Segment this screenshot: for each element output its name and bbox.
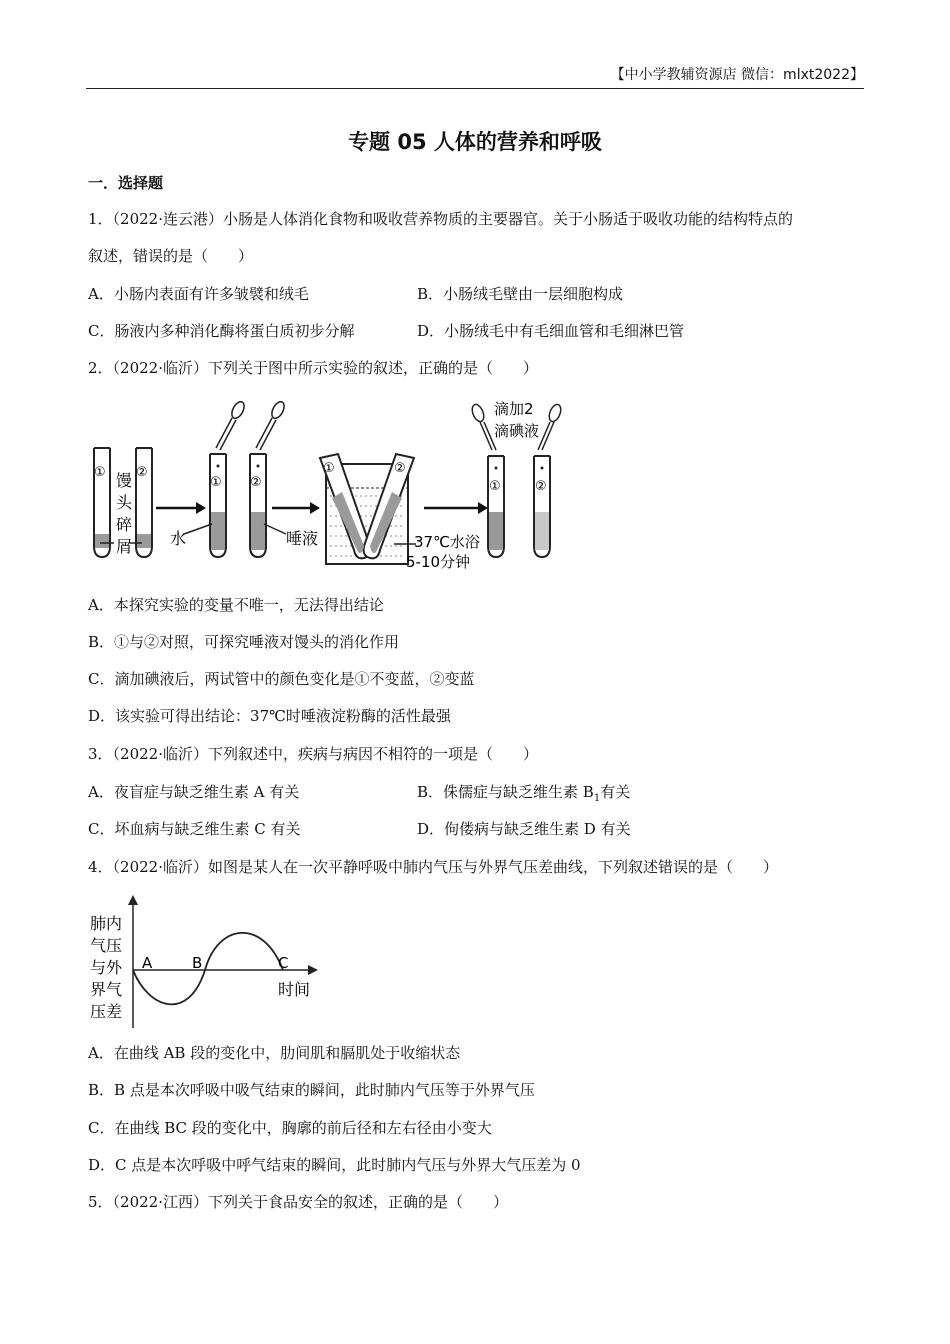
q4-option-b: B．B 点是本次呼吸中吸气结束的瞬间，此时肺内气压等于外界气压	[88, 1081, 535, 1099]
tube-2-label-stage1: ②	[136, 465, 148, 480]
point-c-label: C	[278, 954, 289, 972]
q2-stem: 2．（2022·临沂）下列关于图中所示实验的叙述，正确的是（ ）	[88, 359, 538, 377]
q3-option-a: A．夜盲症与缺乏维生素 A 有关	[88, 783, 300, 801]
tube-1-label-stage2: ①	[210, 475, 222, 490]
tube-2-label-stage2: ②	[250, 475, 262, 490]
y-label-line5: 压差	[90, 1002, 123, 1021]
tube-1-label-bath: ①	[323, 461, 335, 476]
q4-option-c: C．在曲线 BC 段的变化中，胸廓的前后径和左右径由小变大	[88, 1119, 492, 1137]
y-label-line1: 肺内	[90, 914, 123, 933]
iodine-label-line1: 滴加2	[494, 400, 534, 418]
water-label: 水	[170, 529, 187, 548]
q4-pressure-curve-figure	[88, 893, 328, 1033]
point-a-label: A	[142, 954, 153, 972]
q2-option-c: C．滴加碘液后，两试管中的颜色变化是①不变蓝，②变蓝	[88, 670, 475, 688]
q2-option-d: D．该实验可得出结论：37℃时唾液淀粉酶的活性最强	[88, 707, 451, 725]
y-label-line4: 界气	[90, 980, 123, 999]
dropper-icon	[216, 400, 287, 450]
crumbs-tube2	[137, 534, 151, 548]
header-divider	[86, 88, 864, 89]
mantou-char-4: 屑	[116, 537, 133, 556]
bath-label-time: 5-10分钟	[406, 553, 471, 571]
q1-option-d: D．小肠绒毛中有毛细血管和毛细淋巴管	[417, 322, 685, 340]
iodine-label-line2: 滴碘液	[494, 422, 540, 440]
tube-2-label-stage4: ②	[535, 479, 547, 494]
y-label-line3: 与外	[90, 958, 123, 977]
pressure-curve	[133, 933, 283, 1005]
mantou-char-1: 馒	[116, 471, 133, 490]
bath-label-temp: 37℃水浴	[414, 533, 480, 551]
q4-option-d: D．C 点是本次呼吸中呼气结束的瞬间，此时肺内气压与外界大气压差为 0	[88, 1156, 581, 1174]
tube-1-label-stage4: ①	[489, 479, 501, 494]
page-title: 专题 05 人体的营养和呼吸	[348, 130, 602, 154]
section-heading: 一．选择题	[88, 174, 164, 192]
x-axis-label: 时间	[278, 980, 311, 999]
mantou-char-2: 头	[116, 493, 133, 512]
q1-stem-line1: 1．（2022·连云港）小肠是人体消化食物和吸收营养物质的主要器官。关于小肠适于吸收功能的结构特点的	[88, 210, 793, 228]
q4-stem: 4．（2022·临沂）如图是某人在一次平静呼吸中肺内气压与外界气压差曲线，下列叙述错误的是（ ）	[88, 858, 778, 876]
q2-option-b: B．①与②对照，可探究唾液对馒头的消化作用	[88, 633, 400, 651]
q1-stem-line2: 叙述，错误的是（ ）	[88, 247, 254, 265]
tube-2-label-bath: ②	[394, 461, 406, 476]
q1-option-a: A．小肠内表面有许多皱襞和绒毛	[88, 285, 309, 303]
q3-option-b: B．侏儒症与缺乏维生素 $B_1$有关	[417, 783, 631, 804]
page-header: 【中小学教辅资源店 微信：mlxt2022】	[610, 67, 864, 83]
crumbs-tube1	[95, 534, 109, 548]
q1-option-c: C．肠液内多种消化酶将蛋白质初步分解	[88, 322, 355, 340]
point-b-label: B	[192, 954, 203, 972]
y-label-line2: 气压	[90, 936, 123, 955]
q3-stem: 3．（2022·临沂）下列叙述中，疾病与病因不相符的一项是（ ）	[88, 745, 538, 763]
q5-stem: 5．（2022·江西）下列关于食品安全的叙述，正确的是（ ）	[88, 1193, 508, 1211]
q3-option-c: C．坏血病与缺乏维生素 C 有关	[88, 820, 301, 838]
tube-1-label-stage1: ①	[94, 465, 106, 480]
saliva-label: 唾液	[286, 529, 319, 548]
q2-experiment-figure	[88, 396, 568, 576]
q2-option-a: A．本探究实验的变量不唯一，无法得出结论	[88, 596, 384, 614]
q3-option-d: D．佝偻病与缺乏维生素 D 有关	[417, 820, 631, 838]
q4-option-a: A．在曲线 AB 段的变化中，肋间肌和膈肌处于收缩状态	[88, 1044, 461, 1062]
mantou-char-3: 碎	[116, 515, 133, 534]
q1-option-b: B．小肠绒毛壁由一层细胞构成	[417, 285, 624, 303]
